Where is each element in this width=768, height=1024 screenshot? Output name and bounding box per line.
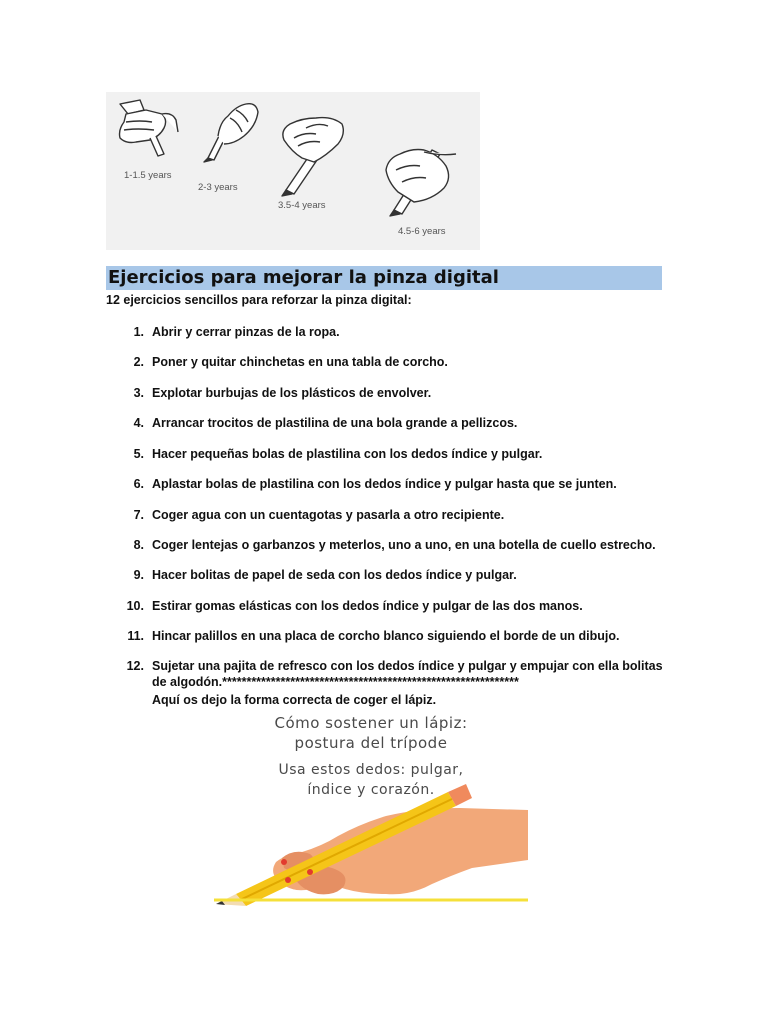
palmar-grip-drawing	[204, 104, 258, 162]
age-label: 3.5-4 years	[278, 200, 326, 211]
item-number: 10.	[126, 599, 144, 613]
age-label: 1-1.5 years	[124, 170, 172, 181]
grip-development-illustration	[106, 92, 480, 250]
intro-text: 12 ejercicios sencillos para reforzar la pinza digital:	[106, 293, 412, 307]
item-text: Explotar burbujas de los plásticos de envolver.	[152, 386, 432, 400]
age-label: 2-3 years	[198, 182, 238, 193]
item-number: 7.	[133, 508, 144, 522]
fist-grip-drawing	[120, 100, 179, 156]
item-number: 12.	[126, 659, 144, 673]
item-text: Hacer pequeñas bolas de plastilina con los dedos índice y pulgar.	[152, 447, 543, 461]
tripod-grip-drawing	[386, 150, 456, 217]
contact-point-marker	[307, 869, 313, 875]
item-number: 11.	[127, 629, 144, 643]
illustration-subtitle: Usa estos dedos: pulgar,	[278, 762, 464, 778]
item-text: Coger agua con un cuentagotas y pasarla a otro recipiente.	[152, 508, 505, 522]
contact-point-marker	[281, 859, 287, 865]
item-number: 2.	[133, 355, 144, 369]
item-text: Aplastar bolas de plastilina con los dedos índice y pulgar hasta que se junten.	[152, 477, 617, 491]
item-text: Arrancar trocitos de plastilina de una bola grande a pellizcos.	[152, 416, 518, 430]
section-heading: Ejercicios para mejorar la pinza digital	[106, 266, 662, 290]
item-number: 9.	[133, 568, 144, 582]
illustration-title: Cómo sostener un lápiz:	[274, 714, 468, 732]
item-number: 5.	[133, 447, 144, 461]
item-text: Hincar palillos en una placa de corcho blanco siguiendo el borde de un dibujo.	[152, 629, 620, 643]
item-number: 3.	[133, 386, 144, 400]
age-label: 4.5-6 years	[398, 226, 446, 237]
item-number: 8.	[133, 538, 144, 552]
item-text: Poner y quitar chinchetas en una tabla de corcho.	[152, 355, 448, 369]
item-number: 1.	[133, 325, 144, 339]
item-text: Sujetar una pajita de refresco con los dedos índice y pulgar y empujar con ella bolitas de algodón.*************************************************************	[152, 659, 663, 689]
item-number: 6.	[133, 477, 144, 491]
tripod-grip-illustration	[210, 708, 532, 908]
item-number: 4.	[133, 416, 144, 430]
illustration-title: postura del trípode	[294, 734, 448, 752]
illustration-subtitle: índice y corazón.	[307, 782, 435, 798]
item-text: Estirar gomas elásticas con los dedos índice y pulgar de las dos manos.	[152, 599, 583, 613]
transitional-grip-drawing	[282, 118, 343, 196]
item-text: Hacer bolitas de papel de seda con los dedos índice y pulgar.	[152, 568, 517, 582]
contact-point-marker	[285, 877, 291, 883]
item-text: Coger lentejas o garbanzos y meterlos, uno a uno, en una botella de cuello estrecho.	[152, 538, 656, 552]
item-text: Abrir y cerrar pinzas de la ropa.	[152, 325, 340, 339]
closing-text: Aquí os dejo la forma correcta de coger el lápiz.	[152, 693, 437, 707]
